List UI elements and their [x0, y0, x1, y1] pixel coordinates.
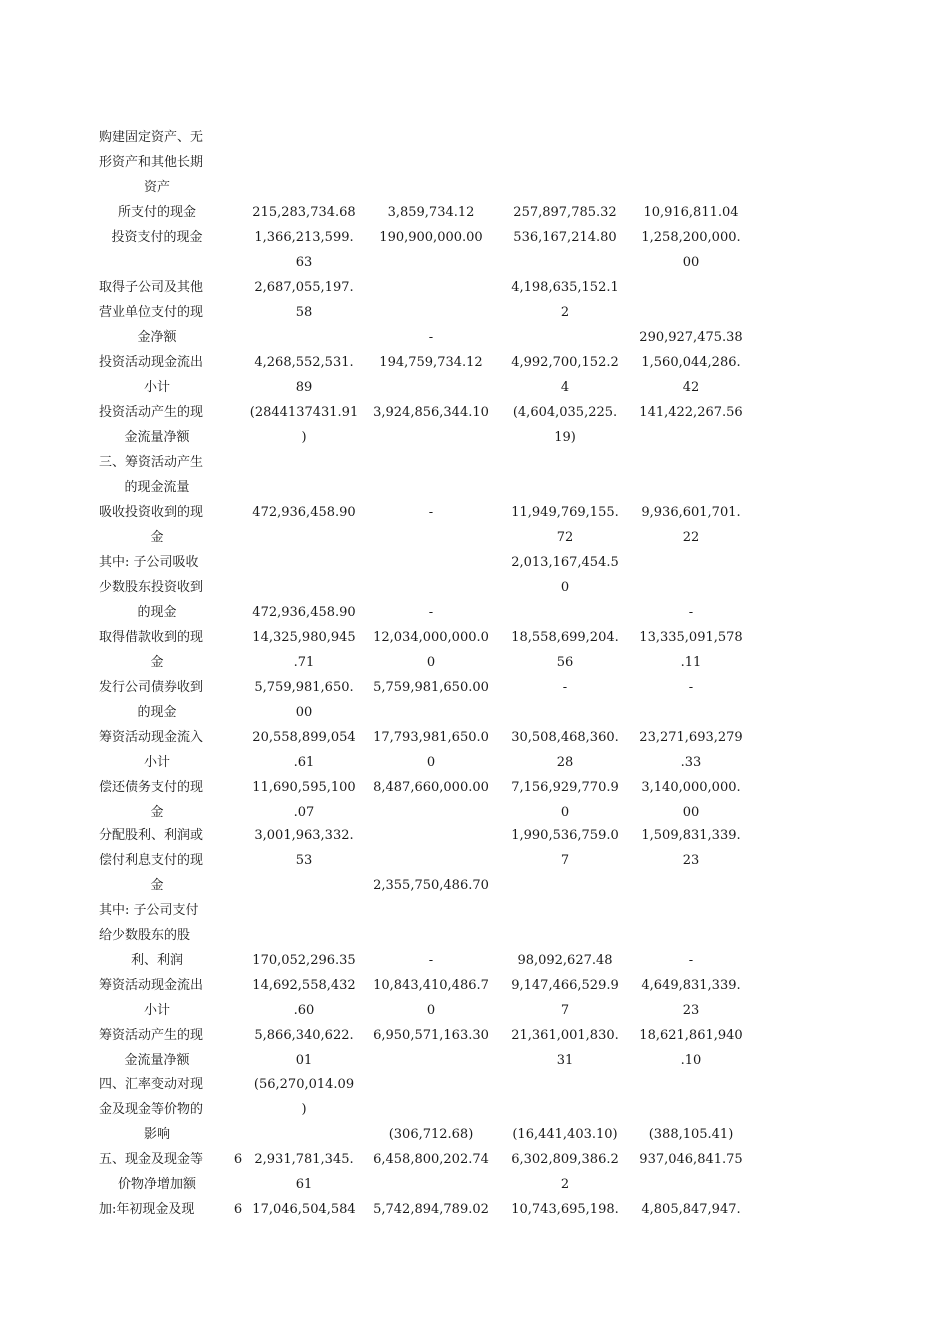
cell-col-a: 2,687,055,197. — [254, 280, 354, 295]
row-label-line: 小计 — [143, 755, 170, 770]
cell-col-d: .11 — [680, 655, 702, 670]
row-label-line: 小计 — [143, 1003, 170, 1018]
cell-col-a: 20,558,899,054 — [252, 730, 356, 745]
row-label-line: 投资活动产生的现 — [99, 405, 204, 420]
cell-col-a: 472,936,458.90 — [252, 505, 356, 520]
row-label-line: 取得子公司及其他 — [99, 280, 204, 295]
row-label-line: 筹资活动现金流入 — [99, 730, 204, 745]
cell-col-a: 5,759,981,650. — [254, 680, 354, 695]
row-label-line: 价物净增加额 — [117, 1177, 196, 1192]
cell-col-b: - — [428, 505, 434, 520]
cell-col-a: .61 — [293, 755, 315, 770]
cell-col-d: 42 — [682, 380, 700, 395]
cell-col-c: 1,990,536,759.0 — [511, 828, 619, 843]
cell-col-a: 58 — [295, 305, 313, 320]
row-label-line: 金流量净额 — [124, 1053, 190, 1068]
cell-col-c: 0 — [560, 805, 570, 820]
cell-col-c: (4,604,035,225. — [512, 405, 618, 420]
cell-col-c: 10,743,695,198. — [511, 1202, 619, 1217]
cell-col-c: 6,302,809,386.2 — [511, 1152, 619, 1167]
cell-col-a: 61 — [295, 1177, 313, 1192]
cell-col-d: 00 — [682, 805, 700, 820]
row-label-line: 金 — [150, 655, 164, 670]
cell-col-c: - — [562, 680, 568, 695]
row-label-line: 小计 — [143, 380, 170, 395]
cell-col-c: 2 — [560, 305, 570, 320]
cell-col-c: 18,558,699,204. — [511, 630, 619, 645]
cell-col-a: ) — [301, 1102, 307, 1117]
cell-col-d: .33 — [680, 755, 702, 770]
row-label-line: 金 — [150, 530, 164, 545]
cell-col-b: 12,034,000,000.0 — [373, 630, 489, 645]
cell-col-a: 215,283,734.68 — [252, 205, 356, 220]
row-label-line: 筹资活动现金流出 — [99, 978, 204, 993]
cell-col-b: 0 — [426, 655, 436, 670]
cell-col-c: 4 — [560, 380, 570, 395]
cell-col-a: 5,866,340,622. — [254, 1028, 354, 1043]
cell-col-a: .71 — [293, 655, 315, 670]
row-label-line: 三、筹资活动产生 — [99, 455, 204, 470]
cell-col-b: 10,843,410,486.7 — [373, 978, 489, 993]
cell-col-d: 23 — [682, 1003, 700, 1018]
row-label-line: 投资活动现金流出 — [99, 355, 204, 370]
row-label-line: 的现金流量 — [124, 480, 190, 495]
cell-col-b: - — [428, 605, 434, 620]
cell-col-c: 7 — [560, 1003, 570, 1018]
cell-col-d: - — [688, 953, 694, 968]
cell-col-a: 17,046,504,584 — [252, 1202, 356, 1217]
cell-col-c: 4,992,700,152.2 — [511, 355, 619, 370]
cell-col-d: 13,335,091,578 — [639, 630, 743, 645]
cell-col-d: .10 — [680, 1053, 702, 1068]
row-label-line: 分配股利、利润或 — [99, 828, 204, 843]
cell-col-d: 4,649,831,339. — [641, 978, 741, 993]
cell-col-a: 53 — [295, 853, 313, 868]
cell-col-c: 2 — [560, 1177, 570, 1192]
cell-col-c: 21,361,001,830. — [511, 1028, 619, 1043]
cell-col-a: 11,690,595,100 — [252, 780, 356, 795]
row-label-line: 金 — [150, 878, 164, 893]
cell-col-d: 18,621,861,940 — [639, 1028, 743, 1043]
note-ref: 6 — [233, 1152, 243, 1167]
cell-col-a: 1,366,213,599. — [254, 230, 354, 245]
cell-col-b: 3,859,734.12 — [387, 205, 475, 220]
cell-col-d: 141,422,267.56 — [639, 405, 743, 420]
cell-col-c: 0 — [560, 580, 570, 595]
cell-col-c: 28 — [556, 755, 574, 770]
row-label-line: 偿还债务支付的现 — [99, 780, 204, 795]
cell-col-a: 89 — [295, 380, 313, 395]
cell-col-b: 2,355,750,486.70 — [373, 878, 489, 893]
cell-col-d: 937,046,841.75 — [639, 1152, 743, 1167]
row-label-line: 发行公司债券收到 — [99, 680, 204, 695]
cell-col-b: 17,793,981,650.0 — [373, 730, 489, 745]
cell-col-a: 170,052,296.35 — [252, 953, 356, 968]
row-label-line: 形资产和其他长期 — [99, 155, 204, 170]
cell-col-d: 23 — [682, 853, 700, 868]
cell-col-c: 2,013,167,454.5 — [511, 555, 619, 570]
cell-col-b: 6,950,571,163.30 — [373, 1028, 489, 1043]
cell-col-a: (2844137431.91 — [249, 405, 359, 420]
cell-col-a: 472,936,458.90 — [252, 605, 356, 620]
row-label-line: 五、现金及现金等 — [99, 1152, 204, 1167]
cell-col-c: 7 — [560, 853, 570, 868]
cell-col-c: 30,508,468,360. — [511, 730, 619, 745]
cell-col-c: 536,167,214.80 — [513, 230, 617, 245]
row-label-line: 偿付利息支付的现 — [99, 853, 204, 868]
cell-col-d: 1,509,831,339. — [641, 828, 741, 843]
row-label-line: 筹资活动产生的现 — [99, 1028, 204, 1043]
cell-col-c: 31 — [556, 1053, 574, 1068]
row-label-line: 购建固定资产、无 — [99, 130, 204, 145]
row-label-line: 金及现金等价物的 — [99, 1102, 204, 1117]
cell-col-a: 01 — [295, 1053, 313, 1068]
row-label-line: 的现金 — [137, 705, 177, 720]
cell-col-b: - — [428, 953, 434, 968]
cell-col-b: (306,712.68) — [388, 1127, 474, 1142]
cell-col-b: 6,458,800,202.74 — [373, 1152, 489, 1167]
row-label-line: 影响 — [143, 1127, 170, 1142]
row-label-line: 的现金 — [137, 605, 177, 620]
cell-col-a: 63 — [295, 255, 313, 270]
note-ref: 6 — [233, 1202, 243, 1217]
cell-col-b: - — [428, 330, 434, 345]
cell-col-a: 00 — [295, 705, 313, 720]
row-label-line: 金净额 — [137, 330, 177, 345]
cell-col-c: 9,147,466,529.9 — [511, 978, 619, 993]
row-label-line: 营业单位支付的现 — [99, 305, 204, 320]
row-label-line: 所支付的现金 — [117, 205, 196, 220]
cell-col-b: 3,924,856,344.10 — [373, 405, 489, 420]
row-label-line: 取得借款收到的现 — [99, 630, 204, 645]
row-label-line: 金 — [150, 805, 164, 820]
row-label-line: 其中: 子公司支付 — [99, 903, 199, 918]
row-label-line: 利、利润 — [130, 953, 183, 968]
cell-col-c: 72 — [556, 530, 574, 545]
cell-col-d: 00 — [682, 255, 700, 270]
cell-col-a: 3,001,963,332. — [254, 828, 354, 843]
row-label-line: 四、汇率变动对现 — [99, 1077, 204, 1092]
cell-col-a: .07 — [293, 805, 315, 820]
cell-col-b: 5,759,981,650.00 — [373, 680, 489, 695]
cell-col-b: 0 — [426, 755, 436, 770]
cell-col-c: 19) — [554, 430, 576, 445]
cell-col-d: 1,258,200,000. — [641, 230, 741, 245]
cell-col-b: 0 — [426, 1003, 436, 1018]
cell-col-d: 22 — [682, 530, 700, 545]
cell-col-c: 4,198,635,152.1 — [511, 280, 619, 295]
cell-col-a: (56,270,014.09 — [253, 1077, 355, 1092]
cell-col-c: (16,441,403.10) — [512, 1127, 618, 1142]
cell-col-d: 9,936,601,701. — [641, 505, 741, 520]
cell-col-d: - — [688, 605, 694, 620]
cell-col-a: .60 — [293, 1003, 315, 1018]
cell-col-d: - — [688, 680, 694, 695]
cell-col-a: 14,692,558,432 — [252, 978, 356, 993]
cell-col-d: 1,560,044,286. — [641, 355, 741, 370]
cell-col-c: 56 — [556, 655, 574, 670]
cell-col-a: 14,325,980,945 — [252, 630, 356, 645]
cell-col-c: 257,897,785.32 — [513, 205, 617, 220]
cell-col-c: 7,156,929,770.9 — [511, 780, 619, 795]
cell-col-d: (388,105.41) — [648, 1127, 734, 1142]
row-label-line: 吸收投资收到的现 — [99, 505, 204, 520]
cell-col-c: 11,949,769,155. — [511, 505, 619, 520]
cell-col-d: 10,916,811.04 — [643, 205, 739, 220]
cell-col-b: 194,759,734.12 — [379, 355, 483, 370]
row-label-line: 加:年初现金及现 — [99, 1202, 195, 1217]
row-label-line: 投资支付的现金 — [111, 230, 203, 245]
row-label-line: 给少数股东的股 — [99, 928, 191, 943]
row-label-line: 资产 — [143, 180, 170, 195]
cell-col-d: 290,927,475.38 — [639, 330, 743, 345]
cell-col-a: 4,268,552,531. — [254, 355, 354, 370]
row-label-line: 其中: 子公司吸收 — [99, 555, 199, 570]
cell-col-a: 2,931,781,345. — [254, 1152, 354, 1167]
cell-col-a: ) — [301, 430, 307, 445]
cell-col-c: 98,092,627.48 — [517, 953, 613, 968]
cell-col-d: 4,805,847,947. — [641, 1202, 741, 1217]
row-label-line: 少数股东投资收到 — [99, 580, 204, 595]
row-label-line: 金流量净额 — [124, 430, 190, 445]
cell-col-b: 190,900,000.00 — [379, 230, 483, 245]
cell-col-b: 8,487,660,000.00 — [373, 780, 489, 795]
cell-col-d: 3,140,000,000. — [641, 780, 741, 795]
cell-col-b: 5,742,894,789.02 — [373, 1202, 489, 1217]
cell-col-d: 23,271,693,279 — [639, 730, 743, 745]
